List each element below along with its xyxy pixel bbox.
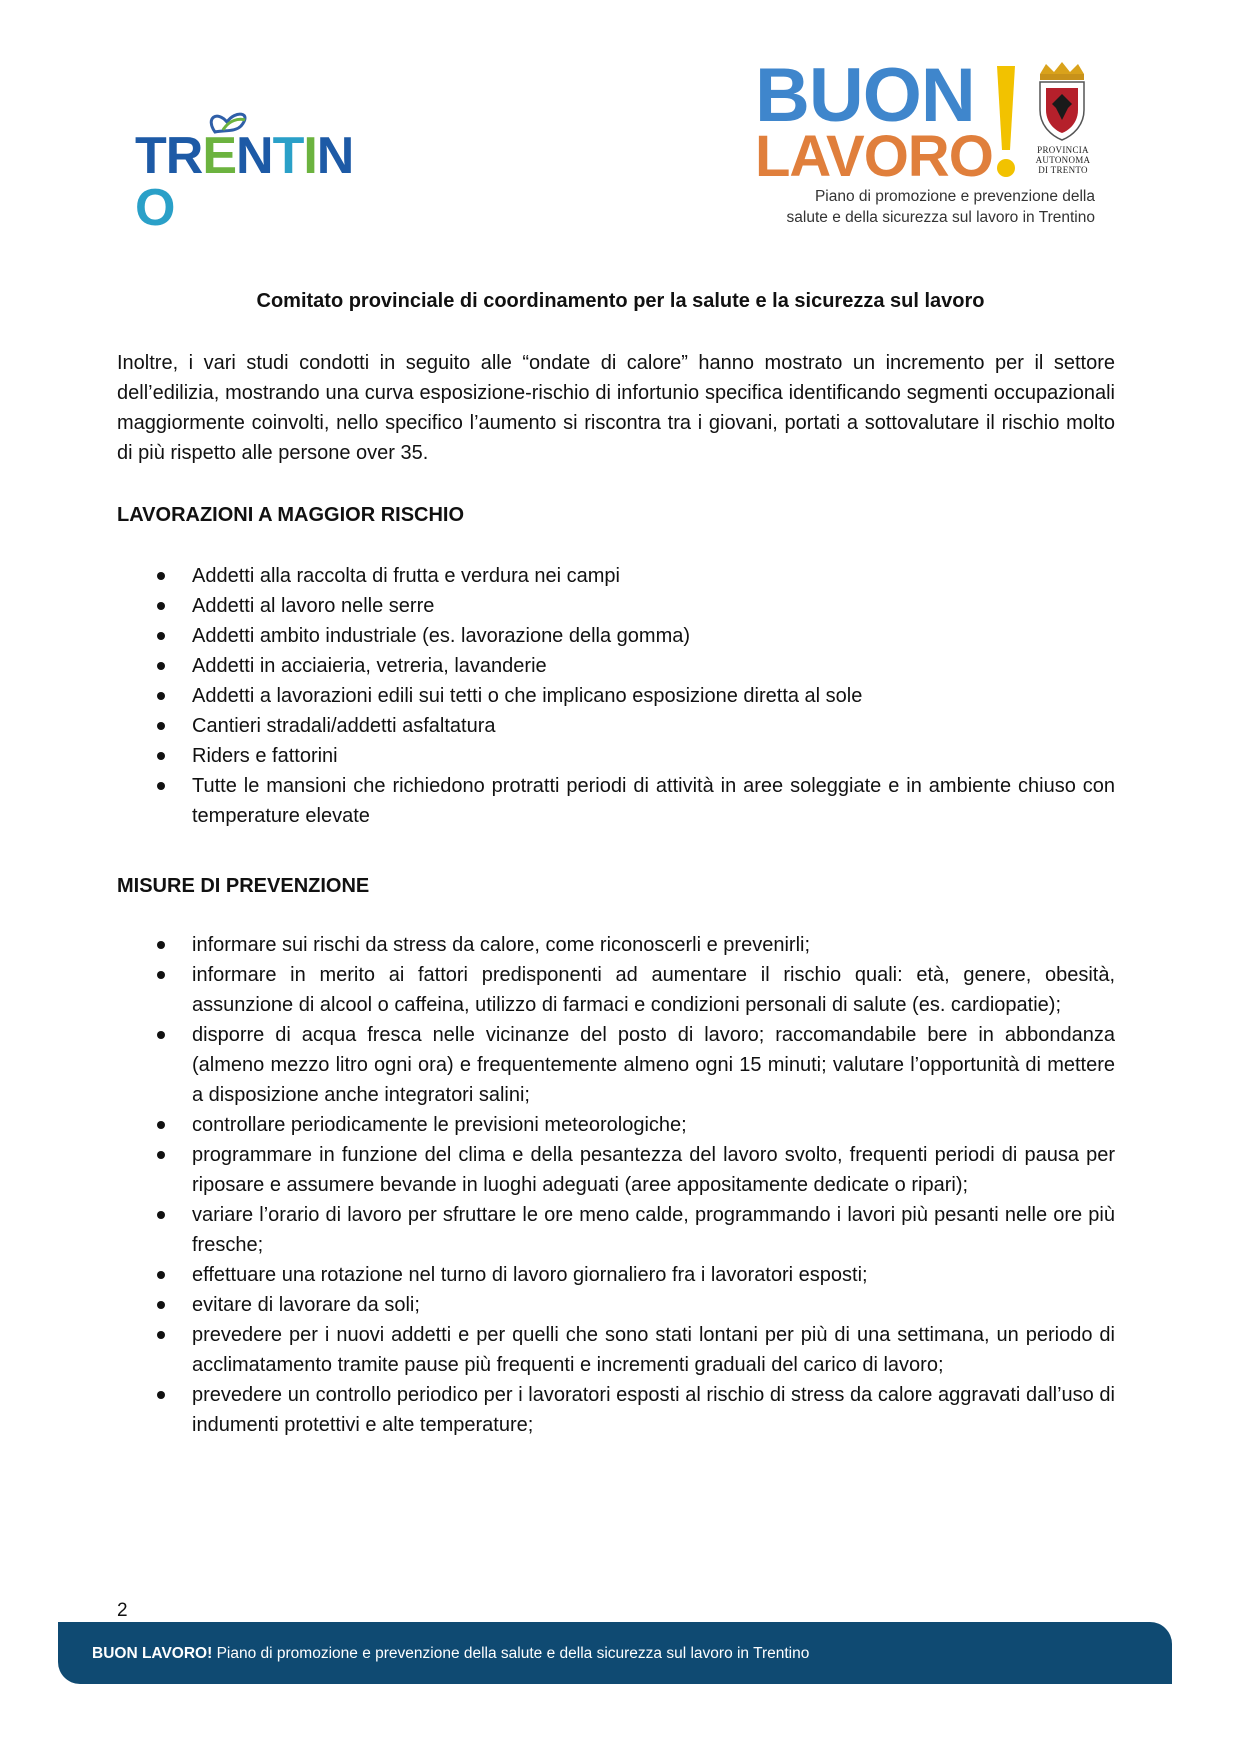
footer-description: Piano di promozione e prevenzione della salute e della sicurezza sul lavoro in Trentino <box>216 1645 810 1662</box>
list-item: effettuare una rotazione nel turno di lavoro giornaliero fra i lavoratori esposti; <box>117 1260 1115 1290</box>
lavoro-word: LAVORO <box>755 124 993 189</box>
bullet-icon <box>157 1391 165 1399</box>
bullet-icon <box>157 662 165 670</box>
provincia-crest-icon <box>1032 60 1092 142</box>
intro-paragraph: Inoltre, i vari studi condotti in seguito alle “ondate di calore” hanno mostrato un incremento per il settore dell’edilizia, mostrando una curva esposizione-rischio di infortunio specifica identificando segmenti occupazionali maggiormente coinvolti, nello specifico l’aumento si riscontra tra i giovani, portati a sottovalutare il rischio molto di più rispetto alle persone over 35. <box>117 352 1115 464</box>
list-item: variare l’orario di lavoro per sfruttare le ore meno calde, programmando i lavori più pesanti nelle ore più fresche; <box>117 1200 1115 1260</box>
bullet-icon <box>157 941 165 949</box>
buon-lavoro-subtitle: Piano di promozione e prevenzione della salute e della sicurezza sul lavoro in Trentino <box>786 188 1095 226</box>
list-item: Addetti al lavoro nelle serre <box>117 591 1115 621</box>
list-item: Addetti ambito industriale (es. lavorazione della gomma) <box>117 621 1115 651</box>
list-item: Cantieri stradali/addetti asfaltatura <box>117 711 1115 741</box>
bullet-icon <box>157 1121 165 1129</box>
bullet-icon <box>157 1271 165 1279</box>
bullet-icon <box>157 752 165 760</box>
list-item: Addetti a lavorazioni edili sui tetti o che implicano esposizione diretta al sole <box>117 681 1115 711</box>
bullet-icon <box>157 1211 165 1219</box>
list-item: evitare di lavorare da soli; <box>117 1290 1115 1320</box>
bullet-icon <box>157 971 165 979</box>
bullet-icon <box>157 602 165 610</box>
trentino-wordmark: TRENTINO <box>135 127 354 237</box>
list-item: Addetti in acciaieria, vetreria, lavanderie <box>117 651 1115 681</box>
bullet-icon <box>157 722 165 730</box>
bullet-icon <box>157 1331 165 1339</box>
list-item: prevedere per i nuovi addetti e per quelli che sono stati lontani per più di una settimana, un periodo di acclimatamento tramite pause più frequenti e incrementi graduali del carico di lavoro; <box>117 1320 1115 1380</box>
list-item: informare sui rischi da stress da calore, come riconoscerli e prevenirli; <box>117 930 1115 960</box>
list-item: Tutte le mansioni che richiedono protratti periodi di attività in aree soleggiate e in ambiente chiuso con temperature elevate <box>117 771 1115 831</box>
list-item: Riders e fattorini <box>117 741 1115 771</box>
footer-brand: BUON LAVORO! <box>92 1645 213 1662</box>
footer-text <box>92 1643 809 1665</box>
bullet-icon <box>157 632 165 640</box>
buon-word: BUON <box>755 53 975 138</box>
list-item: informare in merito ai fattori predisponenti ad aumentare il rischio quali: età, genere, obesità, assunzione di alcool o caffeina, utilizzo di farmaci e condizioni personali di salute (es. cardiopatie); <box>117 960 1115 1020</box>
buon-lavoro-logo <box>755 53 1115 233</box>
section-heading-prevention: MISURE DI PREVENZIONE <box>117 875 370 897</box>
bullet-icon <box>157 1031 165 1039</box>
bullet-icon <box>157 782 165 790</box>
bullet-icon <box>157 572 165 580</box>
list-item: disporre di acqua fresca nelle vicinanze del posto di lavoro; raccomandabile bere in abbondanza (almeno mezzo litro ogni ora) e frequentemente almeno ogni 15 minuti; valutare l’opportunità di mettere a disposizione anche integratori salini; <box>117 1020 1115 1110</box>
section-heading-risk-jobs: LAVORAZIONI A MAGGIOR RISCHIO <box>117 504 465 526</box>
page-number: 2 <box>117 1600 128 1621</box>
exclamation-icon <box>993 62 1019 182</box>
trentino-logo <box>135 108 380 237</box>
bullet-icon <box>157 1151 165 1159</box>
list-item: Addetti alla raccolta di frutta e verdura nei campi <box>117 561 1115 591</box>
bullet-icon <box>157 1301 165 1309</box>
provincia-label: PROVINCIA AUTONOMA DI TRENTO <box>1035 145 1091 175</box>
document-title: Comitato provinciale di coordinamento per la salute e la sicurezza sul lavoro <box>256 290 985 312</box>
list-item: prevedere un controllo periodico per i lavoratori esposti al rischio di stress da calore aggravati dall’uso di indumenti protettivi e alte temperature; <box>117 1380 1115 1440</box>
risk-jobs-list <box>117 561 1115 831</box>
bullet-icon <box>157 692 165 700</box>
prevention-list <box>117 930 1115 1440</box>
list-item: controllare periodicamente le previsioni meteorologiche; <box>117 1110 1115 1140</box>
list-item: programmare in funzione del clima e della pesantezza del lavoro svolto, frequenti periodi di pausa per riposare e assumere bevande in luoghi adeguati (aree appositamente dedicate o ripari); <box>117 1140 1115 1200</box>
